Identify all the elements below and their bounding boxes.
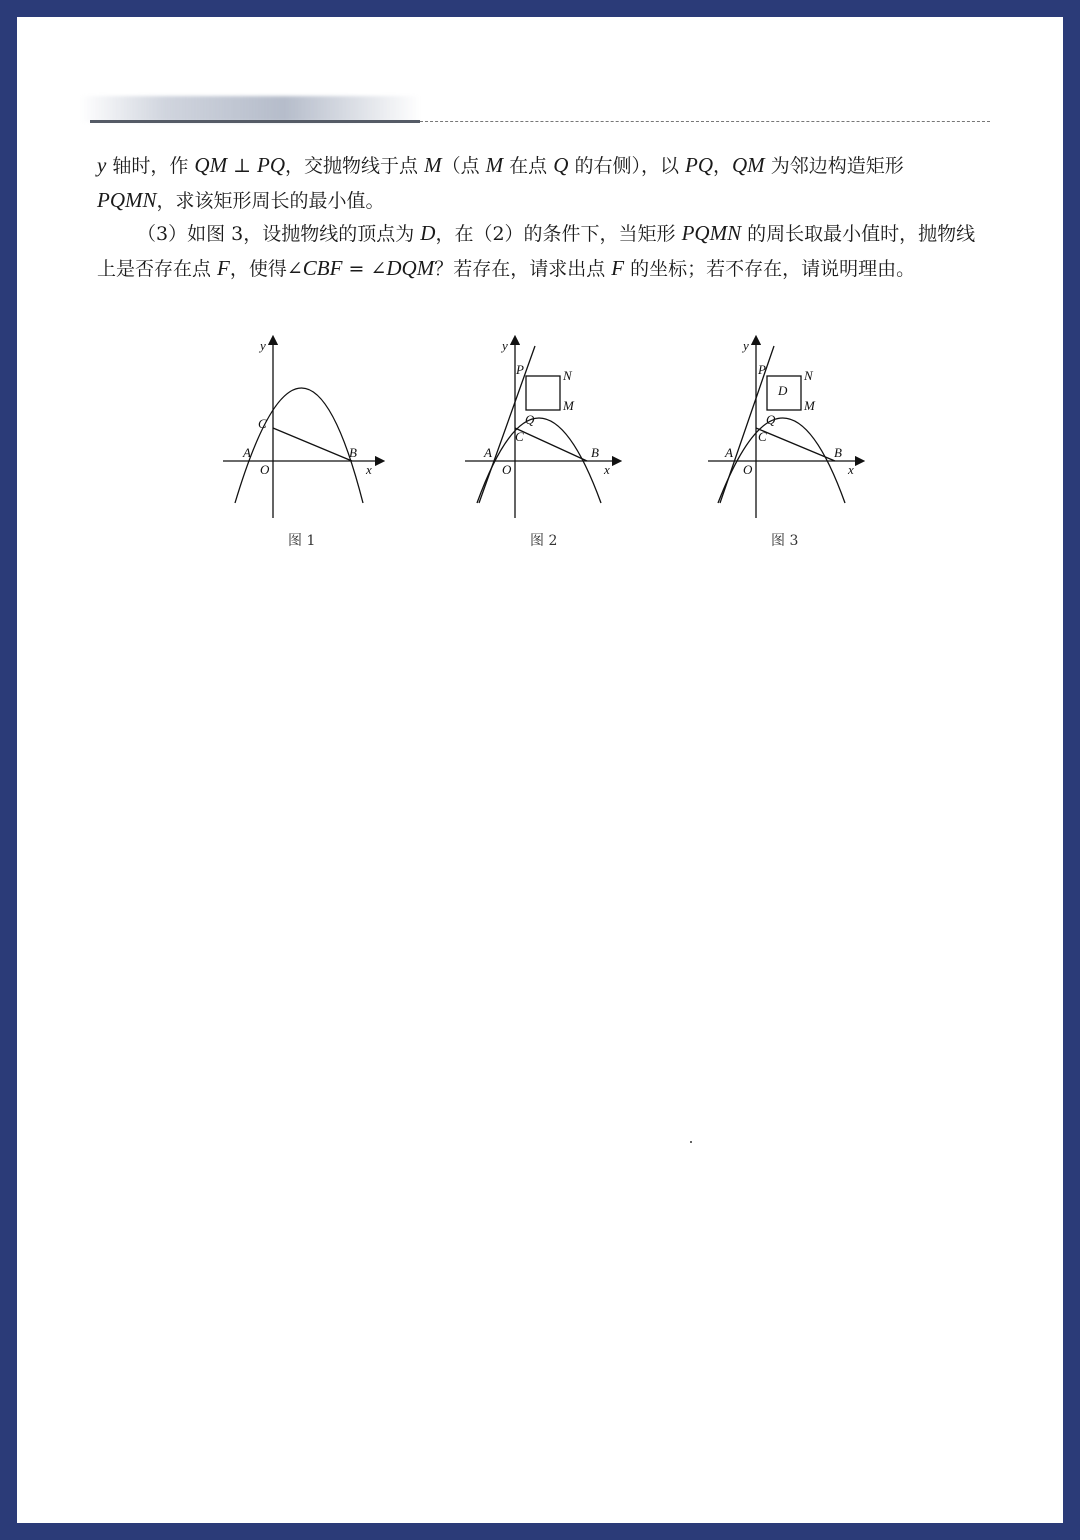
- label-y: y: [502, 338, 508, 353]
- label-x: x: [604, 462, 610, 477]
- label-d: D: [778, 383, 788, 398]
- figure-1-caption: 图 1: [288, 533, 316, 549]
- figure-2-caption: 图 2: [530, 533, 558, 549]
- header-dashed-rule: [420, 121, 990, 122]
- label-x: x: [848, 462, 854, 477]
- label-y: y: [743, 338, 749, 353]
- rectangle-pqmn: [526, 376, 560, 410]
- figure-2: [457, 328, 632, 523]
- scan-speck: [690, 1141, 692, 1143]
- segment-cb: [756, 428, 835, 461]
- label-m: M: [563, 398, 574, 413]
- label-c: C: [515, 429, 524, 444]
- header-decoration: [80, 96, 420, 122]
- figure-3: [700, 328, 875, 523]
- figure-3-caption: 图 3: [771, 533, 799, 549]
- label-n: N: [804, 368, 813, 383]
- label-c: C: [258, 416, 267, 431]
- label-a: A: [484, 445, 492, 460]
- question-part-3: （3）如图 3，设抛物线的顶点为 D，在（2）的条件下，当矩形 PQMN 的周长取最小值时，抛物线上是否存在点 F，使得∠CBF = ∠DQM？若存在，请求出点 F 的坐标；若不存在，请说明理由。: [97, 221, 976, 280]
- header-rule: [90, 120, 420, 123]
- label-p: P: [516, 362, 524, 377]
- label-n: N: [563, 368, 572, 383]
- label-y: y: [260, 338, 266, 353]
- label-b: B: [591, 445, 599, 460]
- label-c: C: [758, 429, 767, 444]
- question-part-2-tail: y 轴时，作 QM ⊥ PQ，交抛物线于点 M（点 M 在点 Q 的右侧），以 PQ，QM 为邻边构造矩形 PQMN，求该矩形周长的最小值。: [97, 153, 904, 212]
- parabola: [235, 388, 363, 503]
- label-q: Q: [525, 412, 535, 427]
- label-x: x: [366, 462, 372, 477]
- label-m: M: [804, 398, 815, 413]
- label-o: O: [502, 462, 512, 477]
- segment-cb: [515, 428, 587, 461]
- label-o: O: [743, 462, 753, 477]
- label-a: A: [243, 445, 251, 460]
- label-o: O: [260, 462, 270, 477]
- label-a: A: [725, 445, 733, 460]
- label-p: P: [758, 362, 766, 377]
- label-b: B: [349, 445, 357, 460]
- label-q: Q: [766, 412, 776, 427]
- label-b: B: [834, 445, 842, 460]
- figure-1: [215, 328, 390, 523]
